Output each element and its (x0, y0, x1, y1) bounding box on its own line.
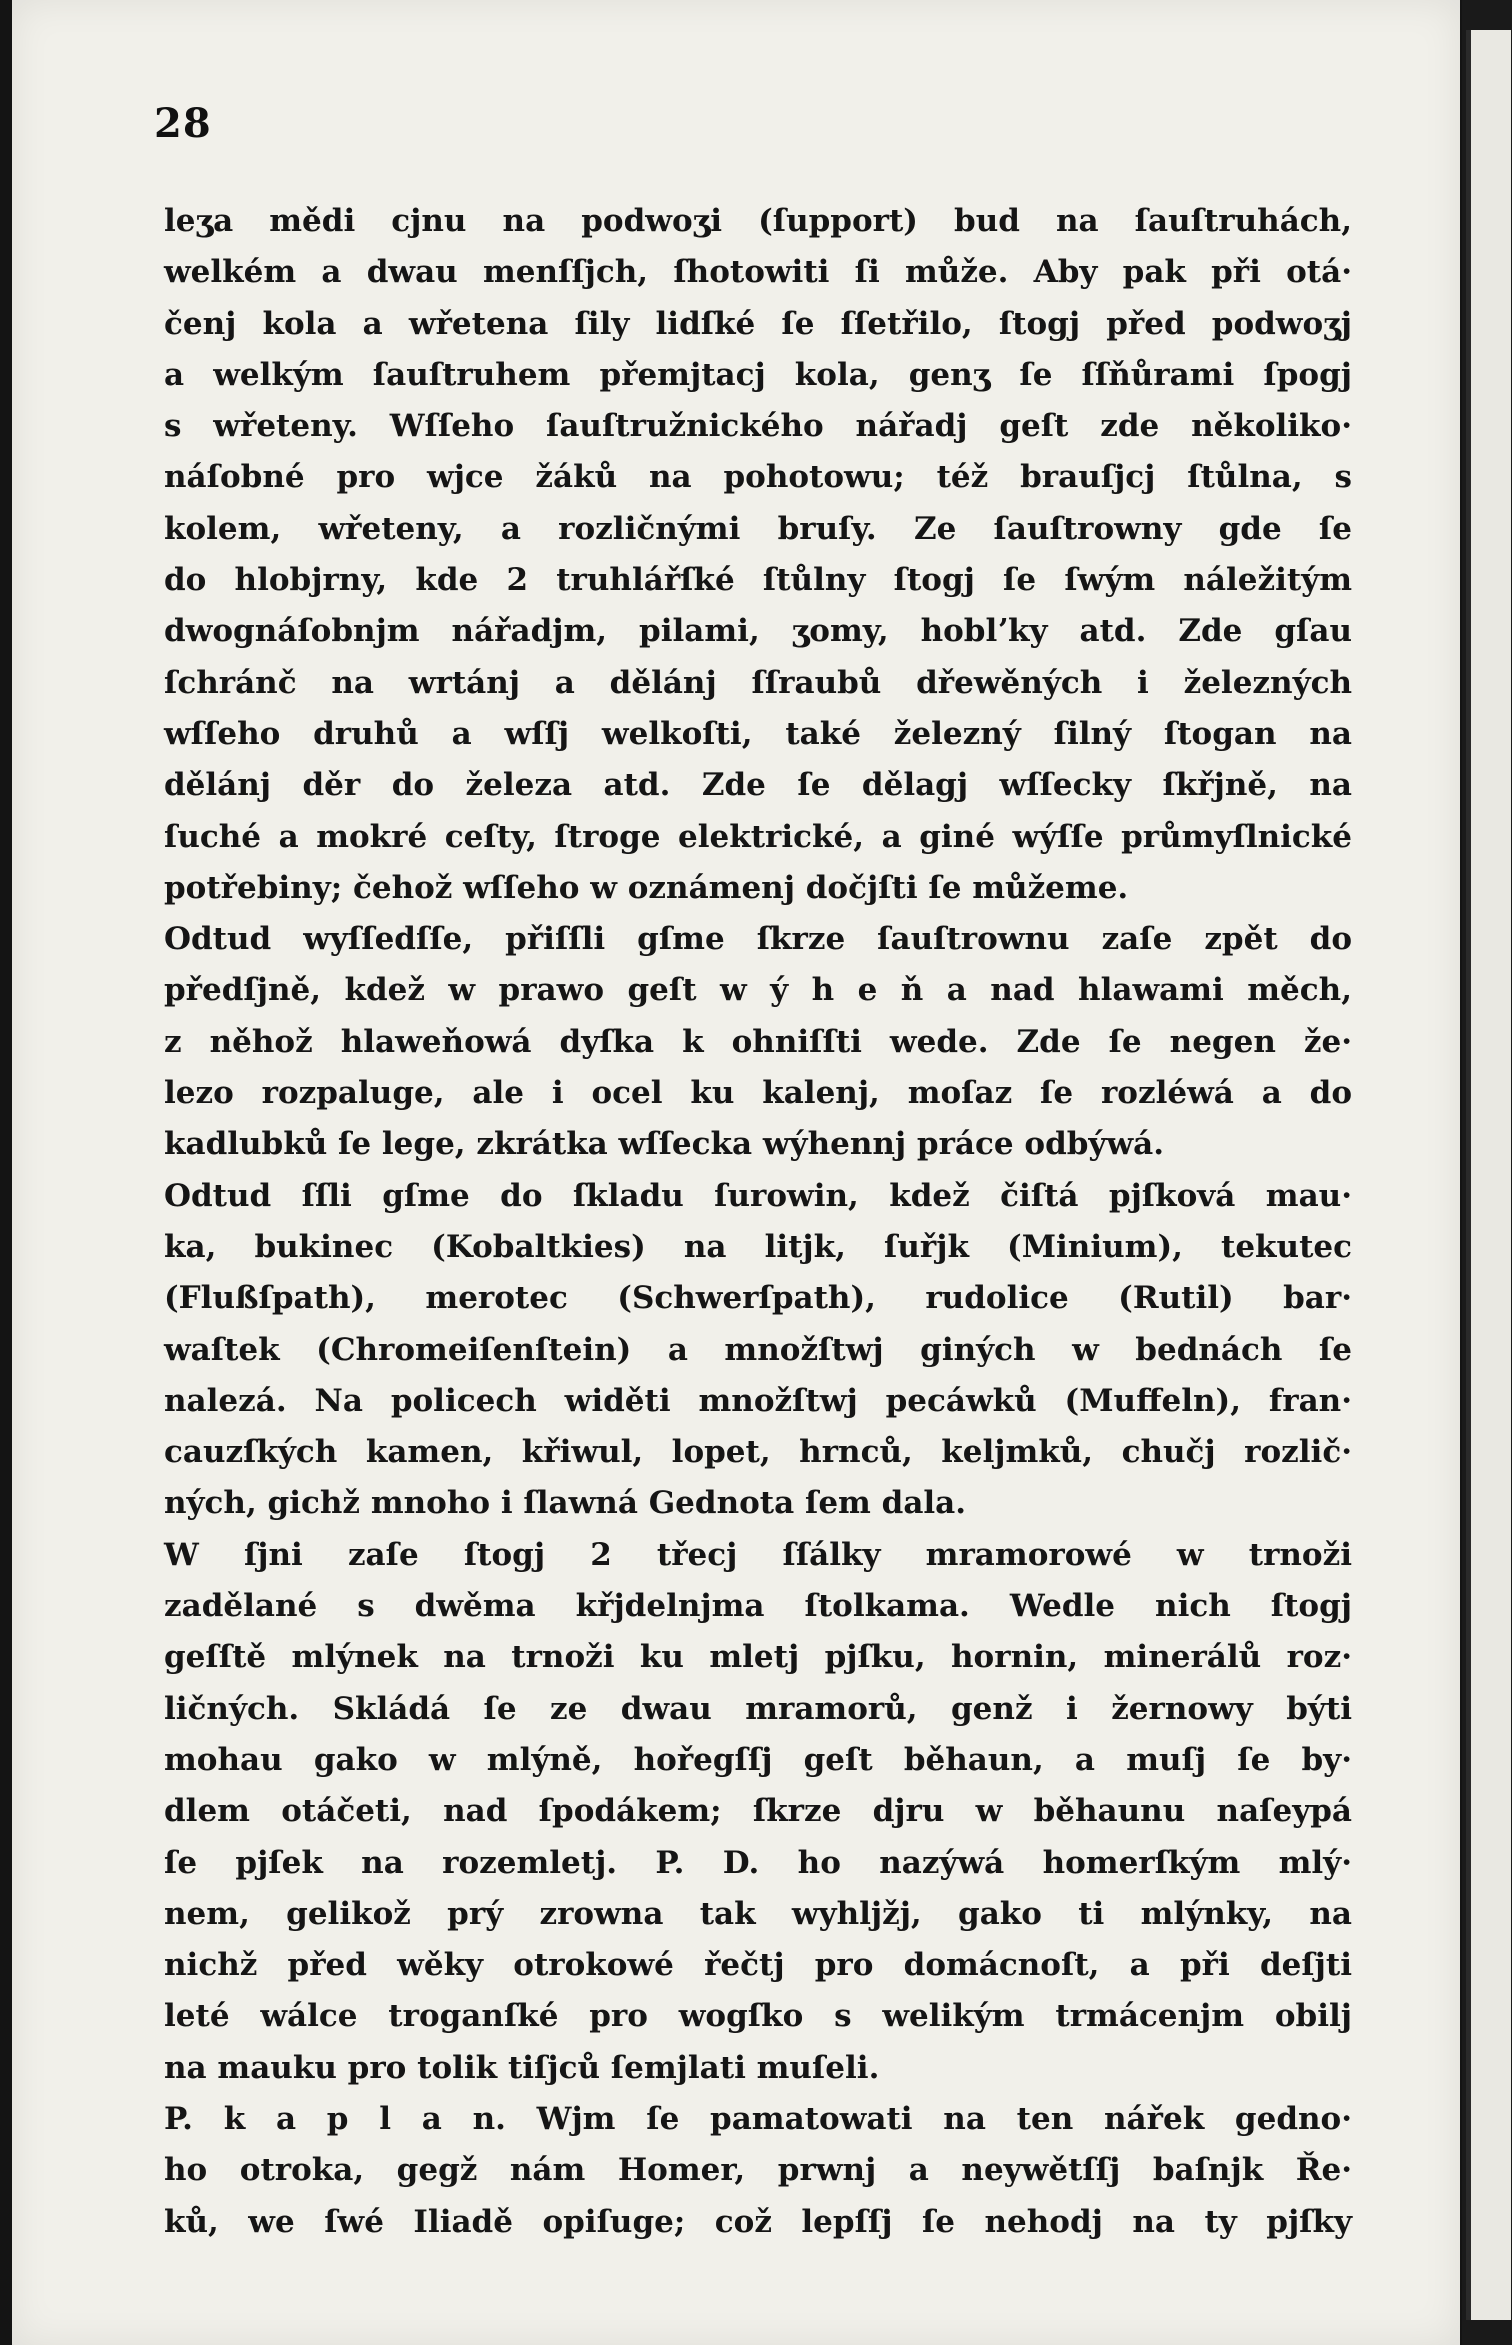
body-text (164, 196, 1352, 2248)
text-line-21: ka, bukinec (Kobaltkies) na litjk, ſuřjk (Minium), tekutec (164, 1228, 1352, 1265)
text-line-40: ků, we ſwé Iliadě opiſuge; což lepſſj ſe nehodj na ty pjſky (164, 2203, 1352, 2240)
text-line-34: nem, gelikož prý zrowna tak wyhljžj, gako ti mlýnky, na (164, 1895, 1352, 1932)
text-line-7: kolem, wřeteny, a rozličnými bruſy. Ze ſauſtrowny gde ſe (164, 510, 1352, 547)
text-line-12: dělánj děr do železa atd. Zde ſe dělagj wſſecky ſkřjně, na (164, 767, 1352, 804)
text-line-25: cauzſkých kamen, křiwul, lopet, hrnců, keljmků, chučj rozlič· (164, 1434, 1352, 1471)
adjacent-page-edge (1466, 30, 1511, 2320)
text-line-30: ličných. Skládá ſe ze dwau mramorů, genž i žernowy býti (164, 1690, 1352, 1727)
text-line-28: zadělané s dwěma křjdelnjma ſtolkama. Wedle nich ſtogj (164, 1588, 1352, 1625)
text-line-31: mohau gako w mlýně, hořegſſj geſt běhaun, a muſj ſe by· (164, 1741, 1352, 1778)
text-line-3: čenj kola a wřetena ſily lidſké ſe ſſetřilo, ſtogj před podwoʒj (164, 305, 1352, 342)
book-page (12, 0, 1460, 2345)
text-line-6: náſobné pro wjce žáků na pohotowu; též brauſjcj ſtůlna, s (164, 459, 1352, 496)
text-line-2: welkém a dwau menſſjch, ſhotowiti ſi může. Aby pak při otá· (164, 254, 1352, 291)
text-line-24: nalezá. Na policech widěti množſtwj pecáwků (Muffeln), fran· (164, 1382, 1352, 1419)
text-line-26: ných, gichž mnoho i ſlawná Gednota ſem dala. (164, 1485, 967, 1522)
text-line-33: ſe pjſek na rozemletj. P. D. ho nazýwá homerſkým mlý· (164, 1844, 1352, 1881)
text-line-13: ſuché a mokré ceſty, ſtroge elektrické, a giné wýſſe průmyſlnické (164, 818, 1352, 855)
page-number: 28 (154, 100, 212, 147)
text-line-19: kadlubků ſe lege, zkrátka wſſecka wýhennj práce odbýwá. (164, 1126, 1165, 1163)
text-line-22: (Flußſpath), merotec (Schwerſpath), rudolice (Rutil) bar· (164, 1280, 1352, 1317)
text-line-23: waſtek (Chromeiſenſtein) a množſtwj giných w bednách ſe (164, 1331, 1352, 1368)
text-line-17: z něhož hlaweňowá dyſka k ohniſſti wede. Zde ſe negen že· (164, 1023, 1352, 1060)
text-line-9: dwognáſobnjm nářadjm, pilami, ʒomy, hoblʼky atd. Zde gſau (164, 613, 1352, 650)
text-line-18: lezo rozpaluge, ale i ocel ku kalenj, moſaz ſe rozléwá a do (164, 1075, 1352, 1112)
text-line-37: na mauku pro tolik tiſjců ſemjlati muſeli. (164, 2049, 880, 2086)
text-line-15: Odtud wyſſedſſe, přiſſli gſme ſkrze ſauſtrownu zaſe zpět do (164, 921, 1352, 958)
text-line-27: W ſjni zaſe ſtogj 2 třecj ſſálky mramorowé w trnoži (164, 1536, 1352, 1573)
text-line-16: předſjně, kdež w prawo geſt w ý h e ň a nad hlawami měch, (164, 972, 1352, 1009)
text-line-4: a welkým ſauſtruhem přemjtacj kola, genʒ ſe ſſňůrami ſpogj (164, 356, 1352, 393)
text-line-10: ſchránč na wrtánj a dělánj ſſraubů dřewěných i železných (164, 664, 1352, 701)
text-line-29: geſſtě mlýnek na trnoži ku mletj pjſku, hornin, minerálů roz· (164, 1639, 1352, 1676)
text-line-8: do hlobjrny, kde 2 truhlářſké ſtůlny ſtogj ſe ſwým náležitým (164, 562, 1352, 599)
text-line-20: Odtud ſſli gſme do ſkladu ſurowin, kdež čiſtá pjſková mau· (164, 1177, 1352, 1214)
text-line-14: potřebiny; čehož wſſeho w oznámenj dočjſti ſe můžeme. (164, 869, 1129, 906)
text-line-36: leté wálce troganſké pro wogſko s welikým trmácenjm obilj (164, 1998, 1352, 2035)
text-line-11: wſſeho druhů a wſſj welkoſti, také železný ſilný ſtogan na (164, 715, 1352, 752)
text-line-1: leʒa mědi cjnu na podwoʒi (ſupport) bud na ſauſtruhách, (164, 203, 1352, 239)
text-line-38: P. k a p l a n. Wjm ſe pamatowati na ten nářek gedno· (164, 2100, 1352, 2137)
text-line-35: nichž před wěky otrokowé řečtj pro domácnoſt, a při deſjti (164, 1947, 1352, 1984)
text-line-32: dlem otáčeti, nad ſpodákem; ſkrze djru w běhaunu naſeypá (164, 1793, 1352, 1830)
text-line-39: ho otroka, gegž nám Homer, prwnj a neywětſſj baſnjk Ře· (164, 2152, 1352, 2189)
text-line-5: s wřeteny. Wſſeho ſauſtružnického nářadj geſt zde několiko· (164, 408, 1352, 445)
